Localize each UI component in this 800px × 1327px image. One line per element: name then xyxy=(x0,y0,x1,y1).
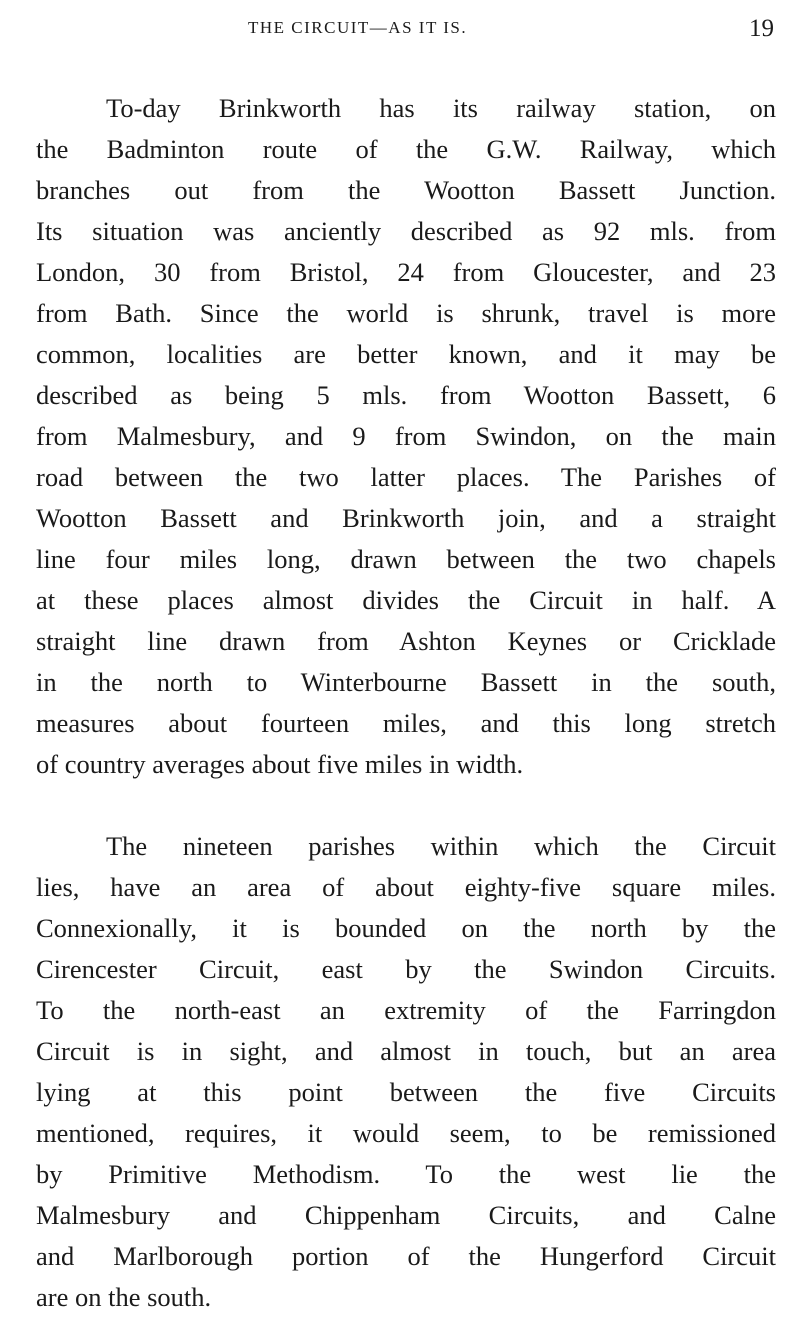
text-line: from Malmesbury, and 9 from Swindon, on the main xyxy=(36,421,776,451)
text-line: lying at this point between the five Circuits xyxy=(36,1077,776,1107)
text-line: are on the south. xyxy=(36,1282,212,1312)
text-line: in the north to Winterbourne Bassett in the south, xyxy=(36,667,776,697)
text-line: described as being 5 mls. from Wootton Bassett, 6 xyxy=(36,380,776,410)
text-line: branches out from the Wootton Bassett Junction. xyxy=(36,175,776,205)
text-line: the Badminton route of the G.W. Railway, which xyxy=(36,134,776,164)
text-line: Its situation was anciently described as 92 mls. from xyxy=(36,216,776,246)
paragraph-railway-station xyxy=(36,88,776,785)
text-line: London, 30 from Bristol, 24 from Gloucester, and 23 xyxy=(36,257,776,287)
text-line: Circuit is in sight, and almost in touch, but an area xyxy=(36,1036,776,1066)
text-line: straight line drawn from Ashton Keynes or Cricklade xyxy=(36,626,776,656)
text-line: Connexionally, it is bounded on the north by the xyxy=(36,913,776,943)
text-line: common, localities are better known, and it may be xyxy=(36,339,776,369)
text-line: line four miles long, drawn between the two chapels xyxy=(36,544,776,574)
page-number: 19 xyxy=(749,15,774,42)
paragraph-circuit-area xyxy=(36,826,776,1318)
text-line: The nineteen parishes within which the Circuit xyxy=(106,831,776,861)
running-title: THE CIRCUIT—AS IT IS. xyxy=(248,18,468,37)
text-line: To-day Brinkworth has its railway station, on xyxy=(106,93,776,123)
text-line: of country averages about five miles in width. xyxy=(36,749,524,779)
text-line: and Marlborough portion of the Hungerford Circuit xyxy=(36,1241,776,1271)
text-line: by Primitive Methodism. To the west lie the xyxy=(36,1159,776,1189)
text-line: Wootton Bassett and Brinkworth join, and a straight xyxy=(36,503,776,533)
text-line: from Bath. Since the world is shrunk, travel is more xyxy=(36,298,776,328)
text-line: Cirencester Circuit, east by the Swindon Circuits. xyxy=(36,954,776,984)
text-line: To the north-east an extremity of the Farringdon xyxy=(36,995,776,1025)
text-line: measures about fourteen miles, and this long stretch xyxy=(36,708,776,738)
text-line: road between the two latter places. The Parishes of xyxy=(36,462,776,492)
text-line: Malmesbury and Chippenham Circuits, and Calne xyxy=(36,1200,776,1230)
text-line: mentioned, requires, it would seem, to be remissioned xyxy=(36,1118,776,1148)
text-line: lies, have an area of about eighty-five square miles. xyxy=(36,872,776,902)
running-head xyxy=(0,15,800,44)
text-line: at these places almost divides the Circuit in half. A xyxy=(36,585,776,615)
